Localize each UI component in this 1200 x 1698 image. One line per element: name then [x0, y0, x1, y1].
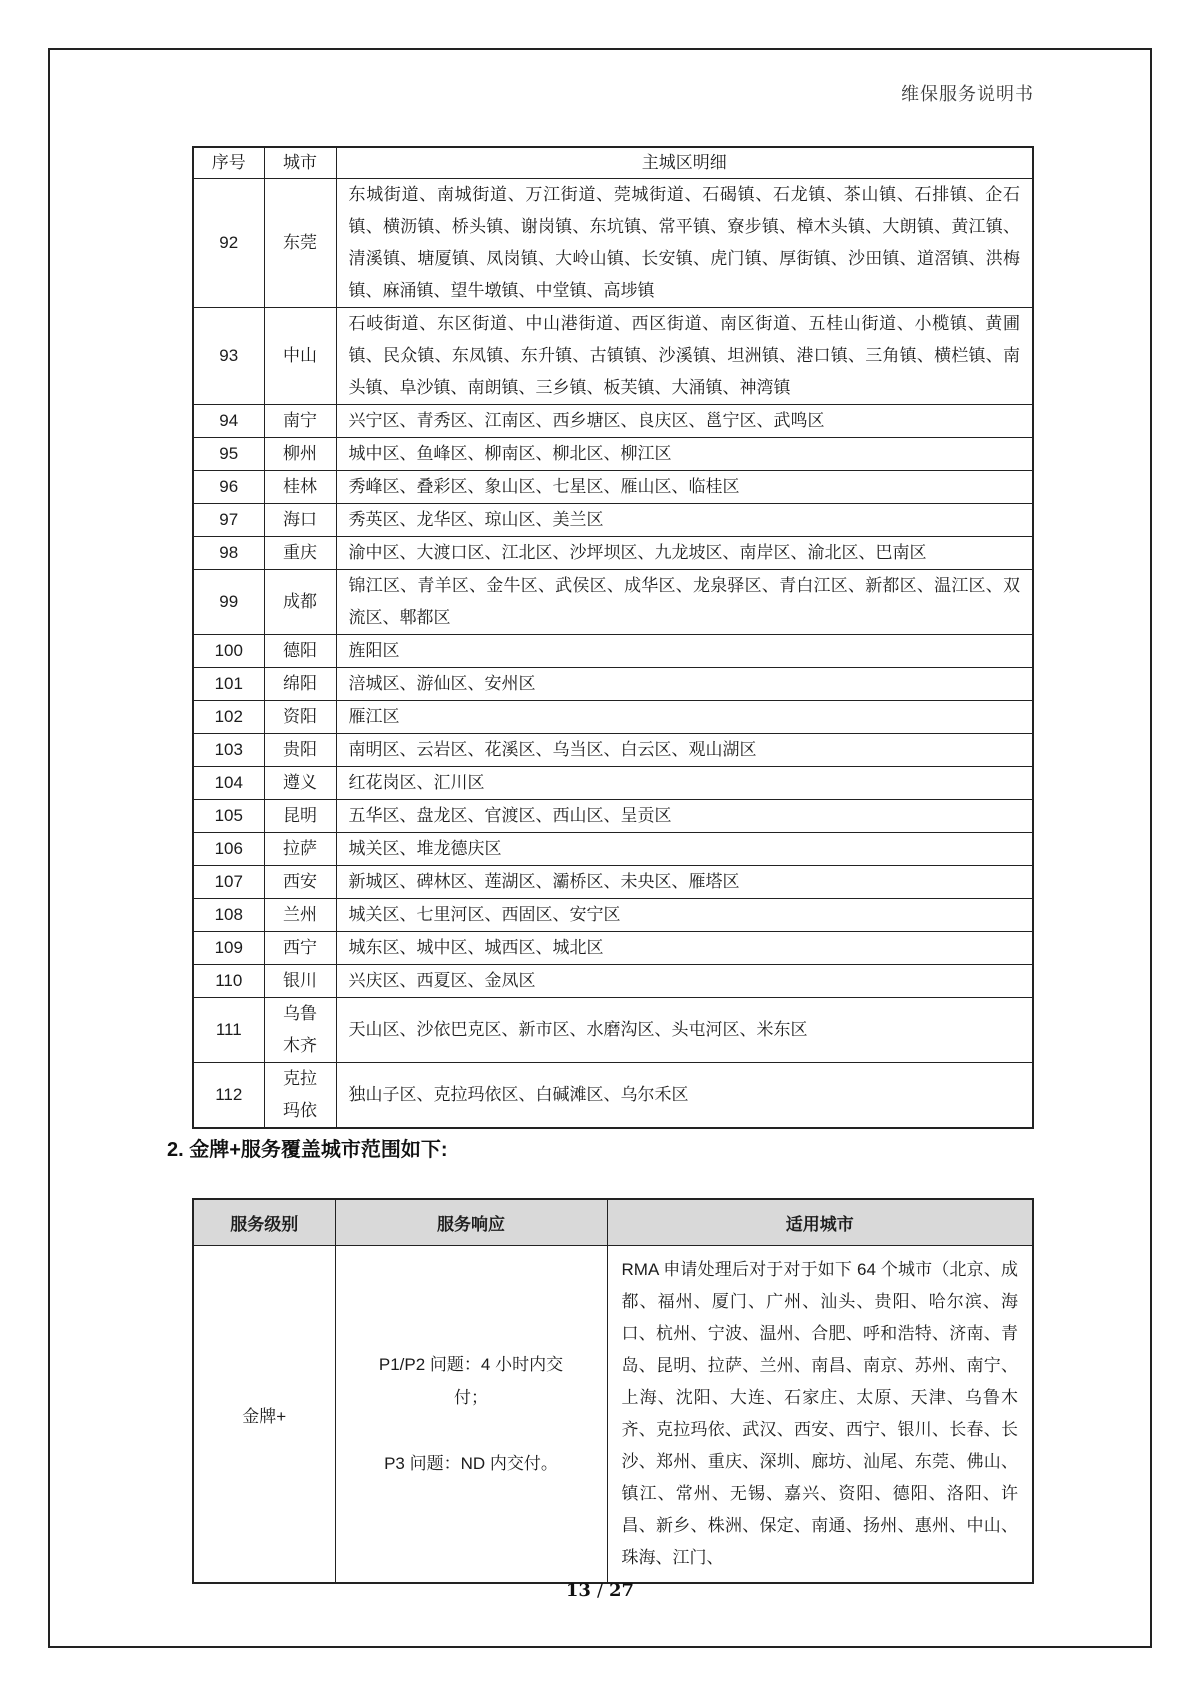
- district-detail: 东城街道、南城街道、万江街道、莞城街道、石碣镇、石龙镇、茶山镇、石排镇、企石镇、横沥镇、桥头镇、谢岗镇、东坑镇、常平镇、寮步镇、樟木头镇、大朗镇、黄江镇、清溪镇、塘厦镇、凤岗镇、大岭山镇、长安镇、虎门镇、厚街镇、沙田镇、道滘镇、洪梅镇、麻涌镇、望牛墩镇、中堂镇、高埗镇: [336, 179, 1033, 308]
- table-row: [193, 998, 1033, 1063]
- section-heading-gold-plus: 2. 金牌+服务覆盖城市范围如下:: [167, 1139, 448, 1161]
- district-detail: 兴宁区、青秀区、江南区、西乡塘区、良庆区、邕宁区、武鸣区: [336, 405, 1033, 438]
- district-detail: 锦江区、青羊区、金牛区、武侯区、成华区、龙泉驿区、青白江区、新都区、温江区、双流区、郫都区: [336, 570, 1033, 635]
- applicable-cities: RMA 申请处理后对于对于如下 64 个城市（北京、成都、福州、厦门、广州、汕头、贵阳、哈尔滨、海口、杭州、宁波、温州、合肥、呼和浩特、济南、青岛、昆明、拉萨、兰州、南昌、南京、苏州、南宁、上海、沈阳、大连、石家庄、太原、天津、乌鲁木齐、克拉玛依、武汉、西安、西宁、银川、长春、长沙、郑州、重庆、深圳、廊坊、汕尾、东莞、佛山、镇江、常州、无锡、嘉兴、资阳、德阳、洛阳、许昌、新乡、株洲、保定、南通、扬州、惠州、中山、珠海、江门、: [607, 1246, 1033, 1584]
- page-separator: /: [596, 1580, 604, 1601]
- row-index: 100: [193, 635, 264, 668]
- col-header-applicable-cities: 适用城市: [607, 1199, 1033, 1246]
- table-row: [193, 932, 1033, 965]
- row-index: 98: [193, 537, 264, 570]
- table-row: [193, 179, 1033, 308]
- table-row: [193, 1063, 1033, 1129]
- district-detail: 涪城区、游仙区、安州区: [336, 668, 1033, 701]
- table-row: [193, 800, 1033, 833]
- city-name: 德阳: [264, 635, 336, 668]
- table-row: [193, 1246, 1033, 1584]
- city-name: 成都: [264, 570, 336, 635]
- district-detail: 城东区、城中区、城西区、城北区: [336, 932, 1033, 965]
- district-detail: 新城区、碑林区、莲湖区、灞桥区、未央区、雁塔区: [336, 866, 1033, 899]
- row-index: 107: [193, 866, 264, 899]
- city-name: 克拉玛依: [264, 1063, 336, 1129]
- row-index: 96: [193, 471, 264, 504]
- table-row: [193, 504, 1033, 537]
- row-index: 111: [193, 998, 264, 1063]
- district-detail: 红花岗区、汇川区: [336, 767, 1033, 800]
- doc-title: 维保服务说明书: [901, 84, 1034, 104]
- service-level: 金牌+: [193, 1246, 335, 1584]
- gold-plus-service-table: [192, 1198, 1034, 1584]
- district-detail: 石岐街道、东区街道、中山港街道、西区街道、南区街道、五桂山街道、小榄镇、黄圃镇、民众镇、东凤镇、东升镇、古镇镇、沙溪镇、坦洲镇、港口镇、三角镇、横栏镇、南头镇、阜沙镇、南朗镇、三乡镇、板芙镇、大涌镇、神湾镇: [336, 308, 1033, 405]
- city-name: 绵阳: [264, 668, 336, 701]
- district-detail: 天山区、沙依巴克区、新市区、水磨沟区、头屯河区、米东区: [336, 998, 1033, 1063]
- district-detail: 旌阳区: [336, 635, 1033, 668]
- row-index: 109: [193, 932, 264, 965]
- page-number: [0, 1580, 1200, 1601]
- row-index: 104: [193, 767, 264, 800]
- table-row: [193, 471, 1033, 504]
- district-detail: 城中区、鱼峰区、柳南区、柳北区、柳江区: [336, 438, 1033, 471]
- city-name: 拉萨: [264, 833, 336, 866]
- city-name: 银川: [264, 965, 336, 998]
- table-row: [193, 537, 1033, 570]
- table-header-row: [193, 147, 1033, 179]
- service-response: [335, 1246, 607, 1584]
- city-name: 重庆: [264, 537, 336, 570]
- city-name: 中山: [264, 308, 336, 405]
- district-detail: 秀峰区、叠彩区、象山区、七星区、雁山区、临桂区: [336, 471, 1033, 504]
- city-name: 兰州: [264, 899, 336, 932]
- row-index: 103: [193, 734, 264, 767]
- city-name: 东莞: [264, 179, 336, 308]
- row-index: 99: [193, 570, 264, 635]
- district-detail: 城关区、堆龙德庆区: [336, 833, 1033, 866]
- table-row: [193, 965, 1033, 998]
- col-header-detail: 主城区明细: [336, 147, 1033, 179]
- total-pages: 27: [609, 1580, 635, 1601]
- response-p3: P3 问题：ND 内交付。: [384, 1454, 558, 1473]
- district-detail: 南明区、云岩区、花溪区、乌当区、白云区、观山湖区: [336, 734, 1033, 767]
- col-header-service-response: 服务响应: [335, 1199, 607, 1246]
- table-row: [193, 833, 1033, 866]
- district-detail: 五华区、盘龙区、官渡区、西山区、呈贡区: [336, 800, 1033, 833]
- district-detail: 渝中区、大渡口区、江北区、沙坪坝区、九龙坡区、南岸区、渝北区、巴南区: [336, 537, 1033, 570]
- city-name: 资阳: [264, 701, 336, 734]
- col-header-city: 城市: [264, 147, 336, 179]
- table-row: [193, 668, 1033, 701]
- table-row: [193, 405, 1033, 438]
- table-row: [193, 438, 1033, 471]
- row-index: 93: [193, 308, 264, 405]
- city-name: 遵义: [264, 767, 336, 800]
- table-row: [193, 635, 1033, 668]
- city-name: 海口: [264, 504, 336, 537]
- row-index: 97: [193, 504, 264, 537]
- district-detail: 独山子区、克拉玛依区、白碱滩区、乌尔禾区: [336, 1063, 1033, 1129]
- row-index: 101: [193, 668, 264, 701]
- row-index: 112: [193, 1063, 264, 1129]
- col-header-index: 序号: [193, 147, 264, 179]
- district-detail: 城关区、七里河区、西固区、安宁区: [336, 899, 1033, 932]
- city-name: 柳州: [264, 438, 336, 471]
- row-index: 94: [193, 405, 264, 438]
- table-row: [193, 734, 1033, 767]
- district-detail: 兴庆区、西夏区、金凤区: [336, 965, 1033, 998]
- table-header-row: [193, 1199, 1033, 1246]
- table-row: [193, 570, 1033, 635]
- row-index: 106: [193, 833, 264, 866]
- row-index: 92: [193, 179, 264, 308]
- row-index: 102: [193, 701, 264, 734]
- table-row: [193, 308, 1033, 405]
- row-index: 105: [193, 800, 264, 833]
- city-name: 贵阳: [264, 734, 336, 767]
- row-index: 95: [193, 438, 264, 471]
- table-row: [193, 767, 1033, 800]
- city-name: 南宁: [264, 405, 336, 438]
- city-name: 桂林: [264, 471, 336, 504]
- table-row: [193, 701, 1033, 734]
- city-name: 昆明: [264, 800, 336, 833]
- city-name: 西宁: [264, 932, 336, 965]
- row-index: 110: [193, 965, 264, 998]
- row-index: 108: [193, 899, 264, 932]
- city-name: 西安: [264, 866, 336, 899]
- col-header-service-level: 服务级别: [193, 1199, 335, 1246]
- city-name: 乌鲁木齐: [264, 998, 336, 1063]
- district-detail: 秀英区、龙华区、琼山区、美兰区: [336, 504, 1033, 537]
- current-page: 13: [565, 1580, 591, 1601]
- table-row: [193, 899, 1033, 932]
- table-row: [193, 866, 1033, 899]
- city-coverage-table: [192, 146, 1034, 1129]
- response-p1-p2: P1/P2 问题：4 小时内交付；: [378, 1355, 564, 1407]
- district-detail: 雁江区: [336, 701, 1033, 734]
